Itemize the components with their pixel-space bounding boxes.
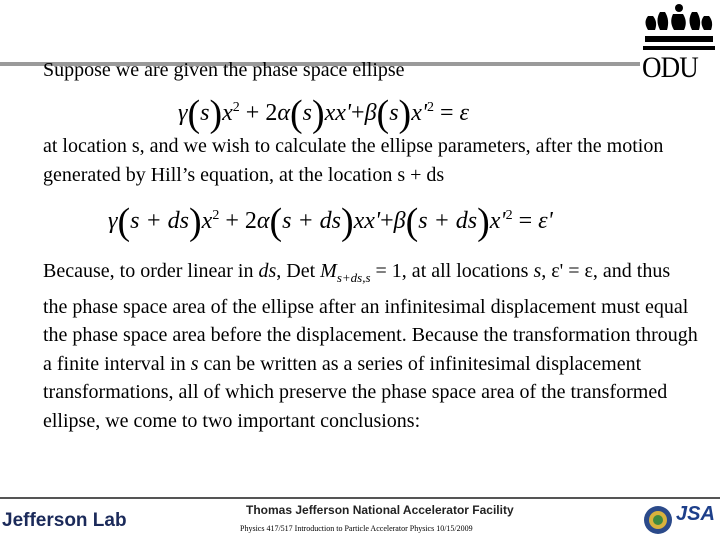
paragraph-location: at location s, and we wish to calculate the ellipse parameters, after the motion generated by Hill’s equation, at the location s + ds xyxy=(43,135,664,186)
jefferson-lab-logo: Jefferson Lab xyxy=(2,510,127,531)
doe-seal-icon xyxy=(643,505,673,535)
course-footer: Physics 417/517 Introduction to Particle Accelerator Physics 10/15/2009 xyxy=(240,524,473,533)
jsa-logo: JSA xyxy=(676,503,715,525)
equation-ellipse-shifted: $\gamma(s + ds)x^2 + 2\alpha(s + ds)xx'+\beta(s + ds)x'^2 = \varepsilon'$ xyxy=(108,201,553,243)
paragraph-intro: Suppose we are given the phase space ellipse xyxy=(43,59,405,81)
paragraph-conclusions: Because, to order linear in ds, Det $M_{s+ds,s} = 1$, at all locations s, ε' = ε, and thus the phase space area of the ellipse after an infinitesimal displacement must equal the phase space area before the displacement. Because the transformation through a finite interval in s can be written as a series of infinitesimal displacement transformations, all of which preserve the phase space area of the transformed ellipse, we come to two important conclusions: xyxy=(43,260,698,432)
odu-logo-text: ODU xyxy=(642,51,698,84)
footer-divider xyxy=(0,497,720,499)
equation-ellipse: $\gamma(s)x^2 + 2\alpha(s)xx'+\beta(s)x'^2 = \varepsilon$ xyxy=(178,93,469,135)
facility-name: Thomas Jefferson National Accelerator Facility xyxy=(246,503,514,517)
